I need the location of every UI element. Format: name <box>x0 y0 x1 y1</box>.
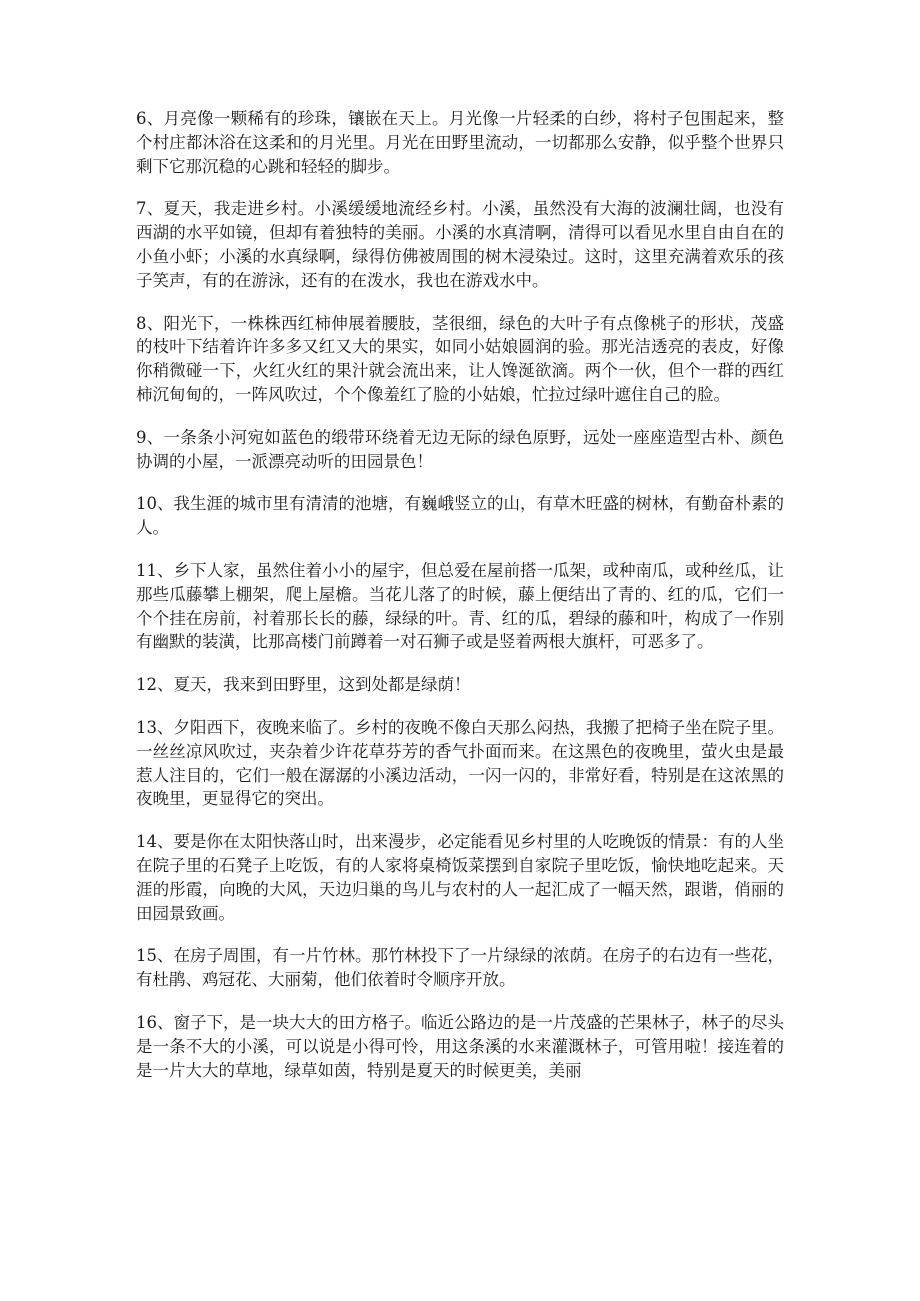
paragraph-13: 13、夕阳西下，夜晚来临了。乡村的夜晚不像白天那么闷热，我搬了把椅子坐在院子里。一丝丝凉风吹过，夹杂着少许花草芬芳的香气扑面而来。在这黑色的夜晚里，萤火虫是最惹人注目的，它们一般在潺潺的小溪边活动，一闪一闪的，非常好看，特别是在这浓黑的夜晚里，更显得它的突出。 <box>136 717 784 809</box>
paragraph-10: 10、我生涯的城市里有清清的池塘，有巍峨竖立的山，有草木旺盛的树林，有勤奋朴素的人。 <box>136 494 784 538</box>
paragraph-14: 14、要是你在太阳快落山时，出来漫步，必定能看见乡村里的人吃晚饭的情景：有的人坐在院子里的石凳子上吃饭，有的人家将桌椅饭菜摆到自家院子里吃饭，愉快地吃起来。天涯的彤霞，向晚的大风，天边归巢的鸟儿与农村的人一起汇成了一幅天然，跟谐，俏丽的田园景致画。 <box>136 832 784 923</box>
paragraph-12: 12、夏天，我来到田野里，这到处都是绿荫！ <box>136 675 471 695</box>
paragraph-6: 6、月亮像一颗稀有的珍珠，镶嵌在天上。月光像一片轻柔的白纱，将村子包围起来，整个村庄都沐浴在这柔和的月光里。月光在田野里流动，一切都那么安静，似乎整个世界只剩下它那沉稳的心跳和轻轻的脚步。 <box>136 109 784 176</box>
paragraph-16: 16、窗子下，是一块大大的田方格子。临近公路边的是一片茂盛的芒果林子，林子的尽头是一条不大的小溪，可以说是小得可怜，用这条溪的水来灌溉林子，可管用啦！接连着的是一片大大的草地，绿草如茵，特别是夏天的时候更美，美丽 <box>136 1012 784 1080</box>
paragraph-7: 7、夏天，我走进乡村。小溪缓缓地流经乡村。小溪，虽然没有大海的波澜壮阔，也没有西湖的水平如镜，但却有着独特的美丽。小溪的水真清啊，清得可以看见水里自由自在的小鱼小虾；小溪的水真绿啊，绿得仿佛被周围的树木浸染过。这时，这里充满着欢乐的孩子笑声，有的在游泳，还有的在泼水，我也在游戏水中。 <box>136 199 784 290</box>
paragraph-8: 8、阳光下，一株株西红柿伸展着腰肢，茎很细，绿色的大叶子有点像桃子的形状，茂盛的枝叶下结着许许多多又红又大的果实，如同小姑娘圆润的验。那光洁透亮的表皮，好像你稍微碰一下，火红火红的果汁就会流出来，让人馋涎欲滴。两个一伙，但个一群的西红柿沉甸甸的，一阵风吹过，个个像羞红了脸的小姑娘，忙拉过绿叶遮住自己的脸。 <box>136 313 784 404</box>
paragraph-15: 15、在房子周围，有一片竹林。那竹林投下了一片绿绿的浓荫。在房子的右边有一些花，有杜鹃、鸡冠花、大丽菊，他们依着时令顺序开放。 <box>136 946 784 990</box>
document-body <box>136 107 784 1101</box>
paragraph-9: 9、一条条小河宛如蓝色的缎带环绕着无边无际的绿色原野，远处一座座造型古朴、颜色协调的小屋，一派漂亮动听的田园景色！ <box>136 427 784 471</box>
paragraph-11: 11、乡下人家，虽然住着小小的屋宇，但总爱在屋前搭一瓜架，或种南瓜，或种丝瓜，让那些瓜藤攀上棚架，爬上屋檐。当花儿落了的时候，藤上便结出了青的、红的瓜，它们一个个挂在房前，衬着那长长的藤，绿绿的叶。青、红的瓜，碧绿的藤和叶，构成了一作别有幽默的装潢，比那高楼门前蹲着一对石狮子或是竖着两根大旗杆，可恶多了。 <box>136 560 784 652</box>
